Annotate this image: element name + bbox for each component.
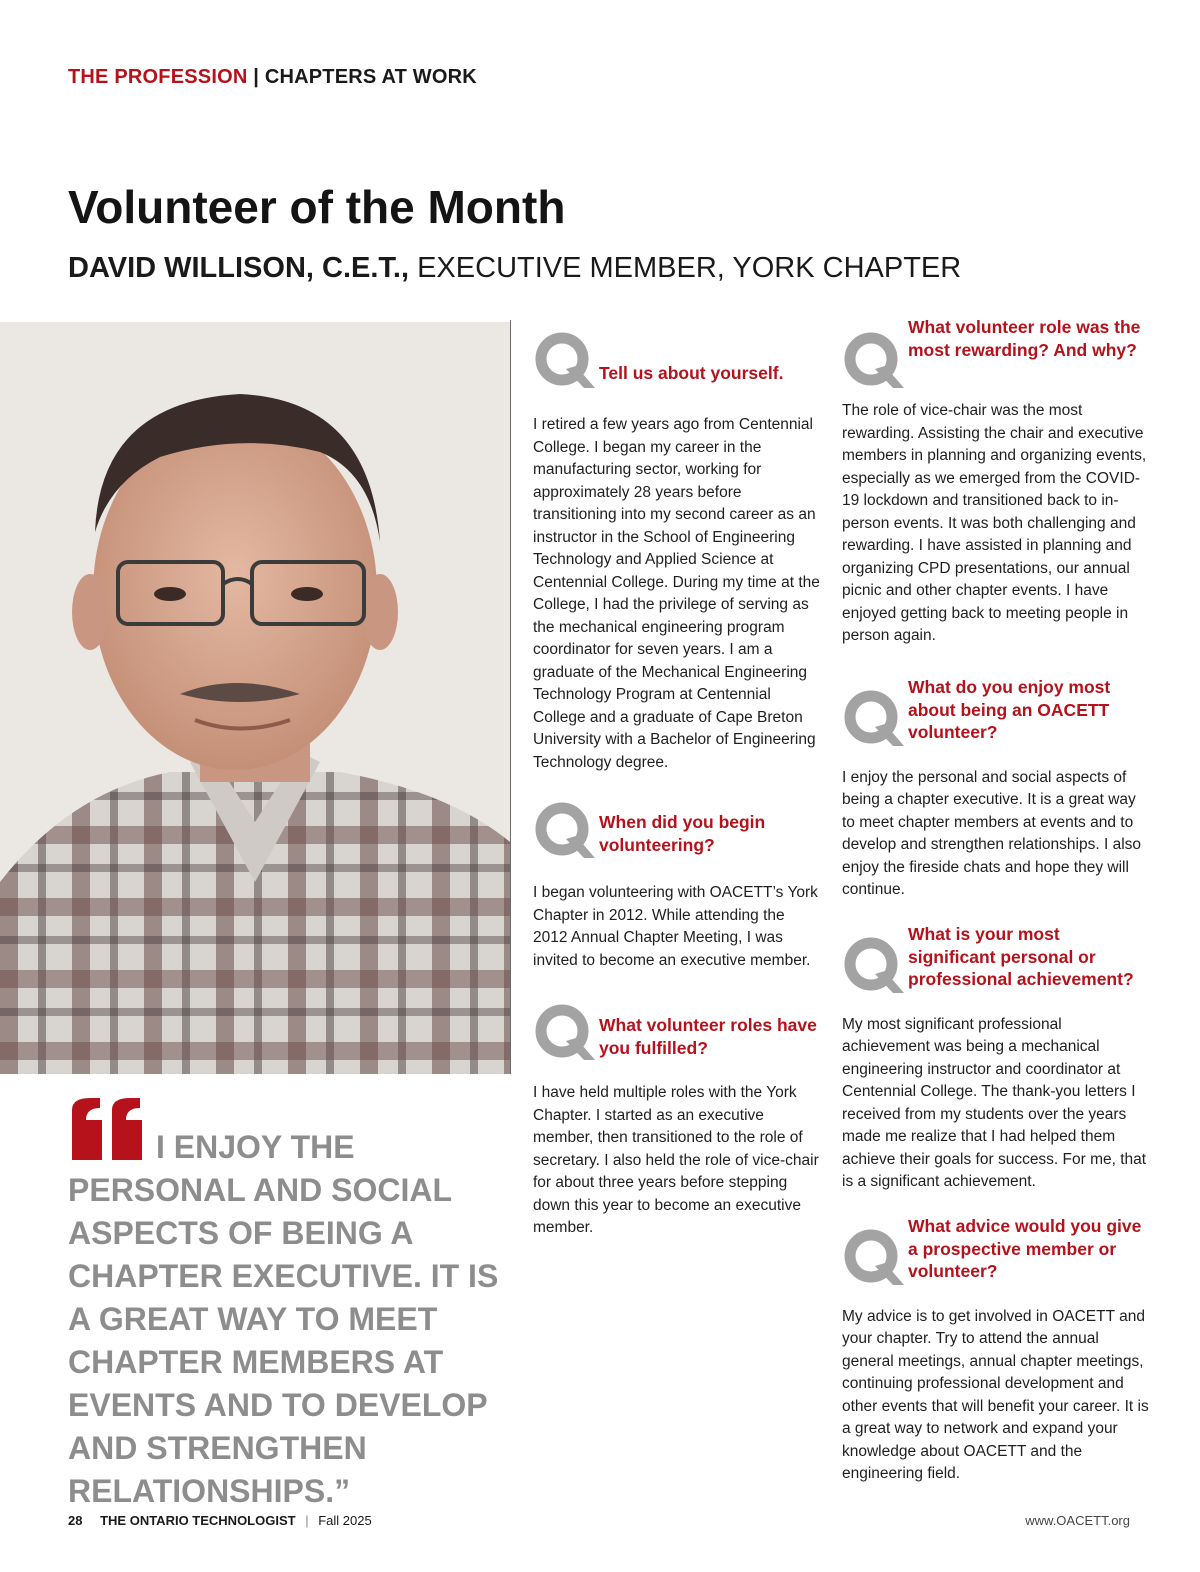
q-letter-icon (533, 1002, 599, 1068)
pull-quote (68, 1096, 518, 1513)
website-link[interactable]: www.OACETT.org (1025, 1513, 1130, 1528)
qa-question: What do you enjoy most about being an OACETT volunteer? (908, 677, 1111, 742)
qa-item (842, 1215, 1152, 1486)
qa-answer: I retired a few years ago from Centennial College. I began my career in the manufacturing sector, working for approximately 28 years before transitioning into my second career as an instructor in the School of Engineering Technology and Applied Science at Centennial College. During my time at the College, I had the privilege of serving as the mechanical engineering program coordinator for seven years. I am a graduate of the Mechanical Engineering Technology Program at Centennial College and a graduate of Cape Breton University with a Bachelor of Engineering Technology degree. (533, 416, 820, 771)
quote-mark-icon (68, 1096, 148, 1162)
page-footer (68, 1513, 372, 1528)
section-header (68, 66, 477, 89)
pull-quote-text: I ENJOY THE PERSONAL AND SOCIAL ASPECTS OF BEING A CHAPTER EXECUTIVE. IT IS A GREAT WAY TO MEET CHAPTER MEMBERS AT EVENTS AND TO DEVELOP AND STRENGTHEN RELATIONSHIPS.” (68, 1129, 499, 1509)
person-byline (68, 252, 961, 285)
section-label: THE PROFESSION (68, 66, 248, 88)
qa-item (533, 1002, 823, 1240)
qa-item (533, 330, 823, 774)
qa-question: What volunteer roles have you fulfilled? (599, 1015, 817, 1058)
qa-answer: I began volunteering with OACETT’s York Chapter in 2012. While attending the 2012 Annual Chapter Meeting, I was invited to become an executive member. (533, 884, 818, 969)
qa-question: When did you begin volunteering? (599, 812, 766, 855)
qa-question: What advice would you give a prospective member or volunteer? (908, 1216, 1142, 1281)
qa-item (842, 923, 1152, 1194)
issue-label: Fall 2025 (318, 1513, 372, 1528)
q-letter-icon (842, 935, 908, 1001)
section-separator: | (253, 66, 260, 88)
publication-name: THE ONTARIO TECHNOLOGIST (100, 1513, 296, 1528)
subsection-label: CHAPTERS AT WORK (264, 66, 477, 88)
q-letter-icon (533, 800, 599, 866)
q-letter-icon (842, 330, 908, 396)
portrait-photo (0, 322, 510, 1074)
qa-question: What volunteer role was the most rewarding? And why? (908, 317, 1141, 360)
page-number: 28 (68, 1513, 83, 1528)
qa-answer: The role of vice-chair was the most rewarding. Assisting the chair and executive members in planning and organizing events, especially as we emerged from the COVID-19 lockdown and transitioned back to in-person events. It was both challenging and rewarding. I have assisted in planning and organizing CPD presentations, our annual picnic and other chapter events. I have enjoyed getting back to meeting people in person again. (842, 402, 1147, 644)
q-letter-icon (533, 330, 599, 396)
qa-item (842, 676, 1152, 902)
qa-question: What is your most significant personal or professional achievement? (908, 924, 1134, 989)
qa-answer: I enjoy the personal and social aspects of being a chapter executive. It is a great way to meet chapter members at events and to develop and strengthen relationships. I also enjoy the fireside chats and hope they will continue. (842, 768, 1142, 898)
page-title: Volunteer of the Month (68, 181, 566, 233)
person-name: DAVID WILLISON, C.E.T., (68, 252, 410, 284)
qa-item (842, 316, 1152, 648)
qa-item (533, 800, 823, 972)
q-letter-icon (842, 688, 908, 754)
person-role: EXECUTIVE MEMBER, YORK CHAPTER (417, 252, 962, 284)
qa-answer: I have held multiple roles with the York Chapter. I started as an executive member, then transitioned to the role of secretary. I also held the role of vice-chair for about three years before stepping down this year to become an executive member. (533, 1084, 819, 1236)
footer-separator: | (305, 1513, 309, 1528)
qa-answer: My most significant professional achievement was being a mechanical engineering instructor and coordinator at Centennial College. The thank-you letters I received from my students over the years made me realize that I had helped them achieve their goals for success. For me, that is a significant achievement. (842, 1015, 1147, 1190)
column-divider (510, 320, 511, 1074)
qa-answer: My advice is to get involved in OACETT and your chapter. Try to attend the annual general meetings, annual chapter meetings, continuing professional development and other events that will benefit your career. It is a great way to network and expand your knowledge about OACETT and the engineering field. (842, 1307, 1149, 1482)
q-letter-icon (842, 1227, 908, 1293)
qa-question: Tell us about yourself. (599, 363, 784, 383)
